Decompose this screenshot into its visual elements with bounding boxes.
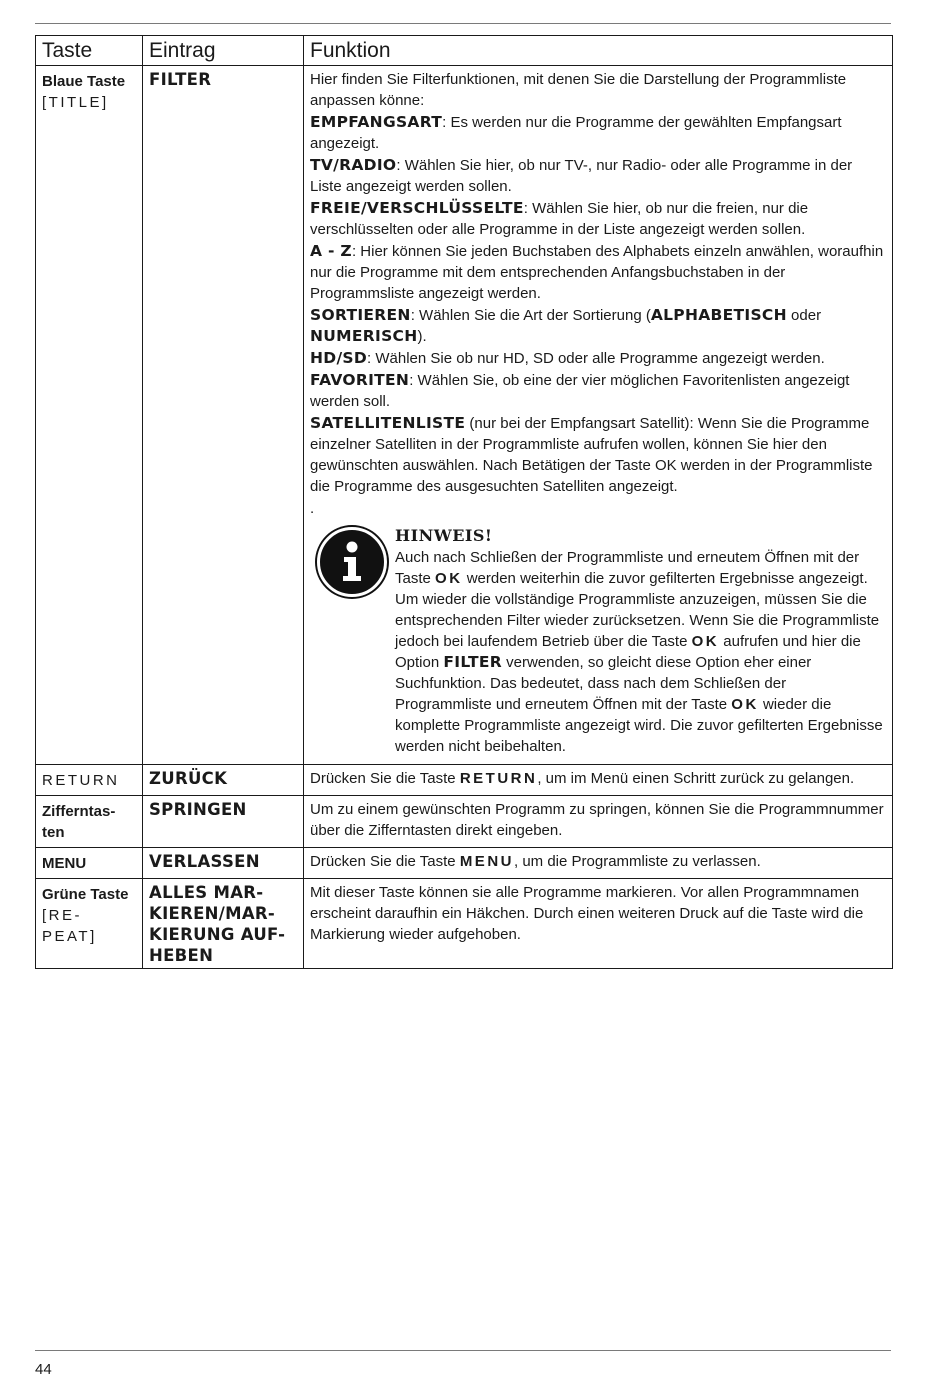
entry-line: ALLES MAR- [149, 883, 264, 902]
return-key-label: RETURN [459, 770, 538, 787]
sort-text: : Wählen Sie die Art der Sortierung ( [410, 307, 651, 324]
notice-text-part: aufrufen und hier die Option [395, 633, 861, 671]
notice-text-part: wieder die komplette Programmliste angezeigt wird. Die zuvor gefilterten Ergebnisse werden nicht beibehalten. [395, 696, 883, 755]
sort-alpha: ALPHABETISCH [650, 306, 787, 324]
function-menu [304, 848, 893, 879]
filter-option-label: FILTER [443, 653, 502, 671]
filter-item-text: : Es werden nur die Programme der gewählten Empfangsart angezeigt. [310, 114, 842, 152]
entry-line: KIERUNG AUF- [149, 925, 286, 944]
function-text: , um die Programmliste zu verlassen. [513, 853, 761, 870]
sort-label: SORTIEREN [310, 306, 411, 324]
fav-label: FAVORITEN [310, 371, 410, 389]
filter-item-text: : Wählen Sie hier, ob nur TV-, nur Radio- oder alle Programme in der Liste angezeigt werden sollen. [310, 157, 853, 195]
table-row-filter [36, 66, 893, 765]
key-cell-digits [36, 796, 143, 848]
entry-filter: FILTER [143, 66, 304, 765]
filter-item-satellitenliste [310, 413, 886, 497]
key-label-digits-cont: ten [42, 824, 65, 841]
bottom-rule [35, 1350, 891, 1351]
table-header-row [36, 36, 893, 66]
filter-item-tv-radio [310, 155, 886, 197]
key-cell-return: RETURN [36, 765, 143, 796]
ok-key-label: OK [691, 633, 720, 650]
fav-text: : Wählen Sie, ob eine der vier möglichen Favoritenlisten angezeigt werden soll. [310, 372, 850, 410]
table-row-return [36, 765, 893, 796]
filter-item-label: FREIE/VERSCHLÜSSELTE [310, 199, 524, 217]
key-label-blue: Blaue Taste [42, 73, 126, 90]
filter-item-favoriten [310, 370, 886, 412]
notice-text [395, 547, 886, 757]
entry-verlassen: VERLASSEN [143, 848, 304, 879]
function-filter [304, 66, 893, 765]
key-label-title: [TITLE] [42, 94, 109, 111]
key-label-green: Grüne Taste [42, 886, 129, 903]
key-label-digits: Zifferntas- [42, 803, 116, 820]
notice-text-part: Auch nach Schließen der Programmliste und erneutem Öffnen mit der Taste [395, 549, 860, 587]
hdsd-label: HD/SD [310, 349, 368, 367]
hdsd-text: : Wählen Sie ob nur HD, SD oder alle Programme angezeigt werden. [367, 350, 825, 367]
filter-item-text: : Wählen Sie hier, ob nur die freien, nur die verschlüsselten oder alle Programme in der Liste angezeigt werden sollen. [310, 200, 809, 238]
function-green: Mit dieser Taste können sie alle Programme markieren. Vor allen Programmnamen erscheint daraufhin ein Häkchen. Durch einen weiteren Druck auf die Taste wird die Markierung wieder aufgehoben. [304, 879, 893, 969]
filter-item-a-z [310, 241, 886, 304]
key-cell-green [36, 879, 143, 969]
function-text: , um im Menü einen Schritt zurück zu gelangen. [537, 770, 855, 787]
table-row-green [36, 879, 893, 969]
entry-springen: SPRINGEN [143, 796, 304, 848]
filter-item-label: TV/RADIO [310, 156, 397, 174]
header-eintrag: Eintrag [143, 36, 304, 66]
filter-item-hdsd [310, 348, 886, 369]
key-function-table [35, 35, 893, 969]
function-digits: Um zu einem gewünschten Programm zu springen, können Sie die Programmnummer über die Zifferntasten direkt eingeben. [304, 796, 893, 848]
ok-key-label: OK [435, 570, 463, 587]
menu-key-label: MENU [459, 853, 514, 870]
filter-item-sortieren [310, 305, 886, 347]
entry-alles-markieren [143, 879, 304, 969]
header-funktion: Funktion [304, 36, 893, 66]
sort-num: NUMERISCH [310, 327, 418, 345]
header-taste: Taste [36, 36, 143, 66]
key-label-repeat: [RE- [42, 907, 82, 924]
page-number: 44 [35, 1361, 52, 1378]
function-text: Drücken Sie die Taste [310, 770, 460, 787]
ok-key-label: OK [731, 696, 759, 713]
key-cell-menu: MENU [36, 848, 143, 879]
filter-item-empfangsart [310, 112, 886, 154]
entry-zurueck: ZURÜCK [143, 765, 304, 796]
key-label-repeat-cont: PEAT] [42, 928, 97, 945]
sort-end: ). [417, 328, 427, 345]
sat-text: (nur bei der Empfangsart Satellit): Wenn Sie die Programme einzelner Satelliten in der Programmliste aufrufen wollen, können Sie hier den gewünschten auswählen. Nach Betätigen der Taste OK werden in der Programmliste die Programme des ausgesuchten Satelliten angezeigt. [310, 415, 873, 495]
notice-title: HINWEIS! [395, 526, 493, 545]
filter-item-label: EMPFANGSART [310, 113, 443, 131]
filter-intro: Hier finden Sie Filterfunktionen, mit denen Sie die Darstellung der Programmliste anpassen könne: [310, 71, 847, 109]
top-rule [35, 23, 891, 24]
function-text: Drücken Sie die Taste [310, 853, 460, 870]
sat-label: SATELLITENLISTE [310, 414, 466, 432]
info-icon [317, 527, 387, 597]
notice-box [310, 525, 886, 757]
filter-item-freie [310, 198, 886, 240]
key-cell-blue [36, 66, 143, 765]
notice-text-part: verwenden, so gleicht diese Option eher einer Suchfunktion. Das bedeutet, dass nach dem Schließen der Programmliste und erneutem Öffnen mit der Taste [395, 654, 812, 713]
stray-dot: . [310, 500, 315, 517]
table-row-digits [36, 796, 893, 848]
entry-line: KIEREN/MAR- [149, 904, 276, 923]
table-row-menu [36, 848, 893, 879]
sort-or: oder [786, 307, 822, 324]
notice-text-part: werden weiterhin die zuvor gefilterten Ergebnisse angezeigt. Um wieder die vollständige Programmliste anzuzeigen, müssen Sie die entsprechenden Filter wieder zurücksetzen. Wenn Sie die Programmliste jedoch bei laufendem Betrieb über die Taste [395, 570, 880, 650]
function-return [304, 765, 893, 796]
filter-item-text: : Hier können Sie jeden Buchstaben des Alphabets einzeln anwählen, woraufhin nur die Programme mit dem entsprechenden Anfangsbuchstaben in der Programmsliste angezeigt werden. [310, 243, 884, 302]
filter-item-label: A - Z [310, 242, 352, 260]
entry-line: HEBEN [149, 946, 214, 965]
